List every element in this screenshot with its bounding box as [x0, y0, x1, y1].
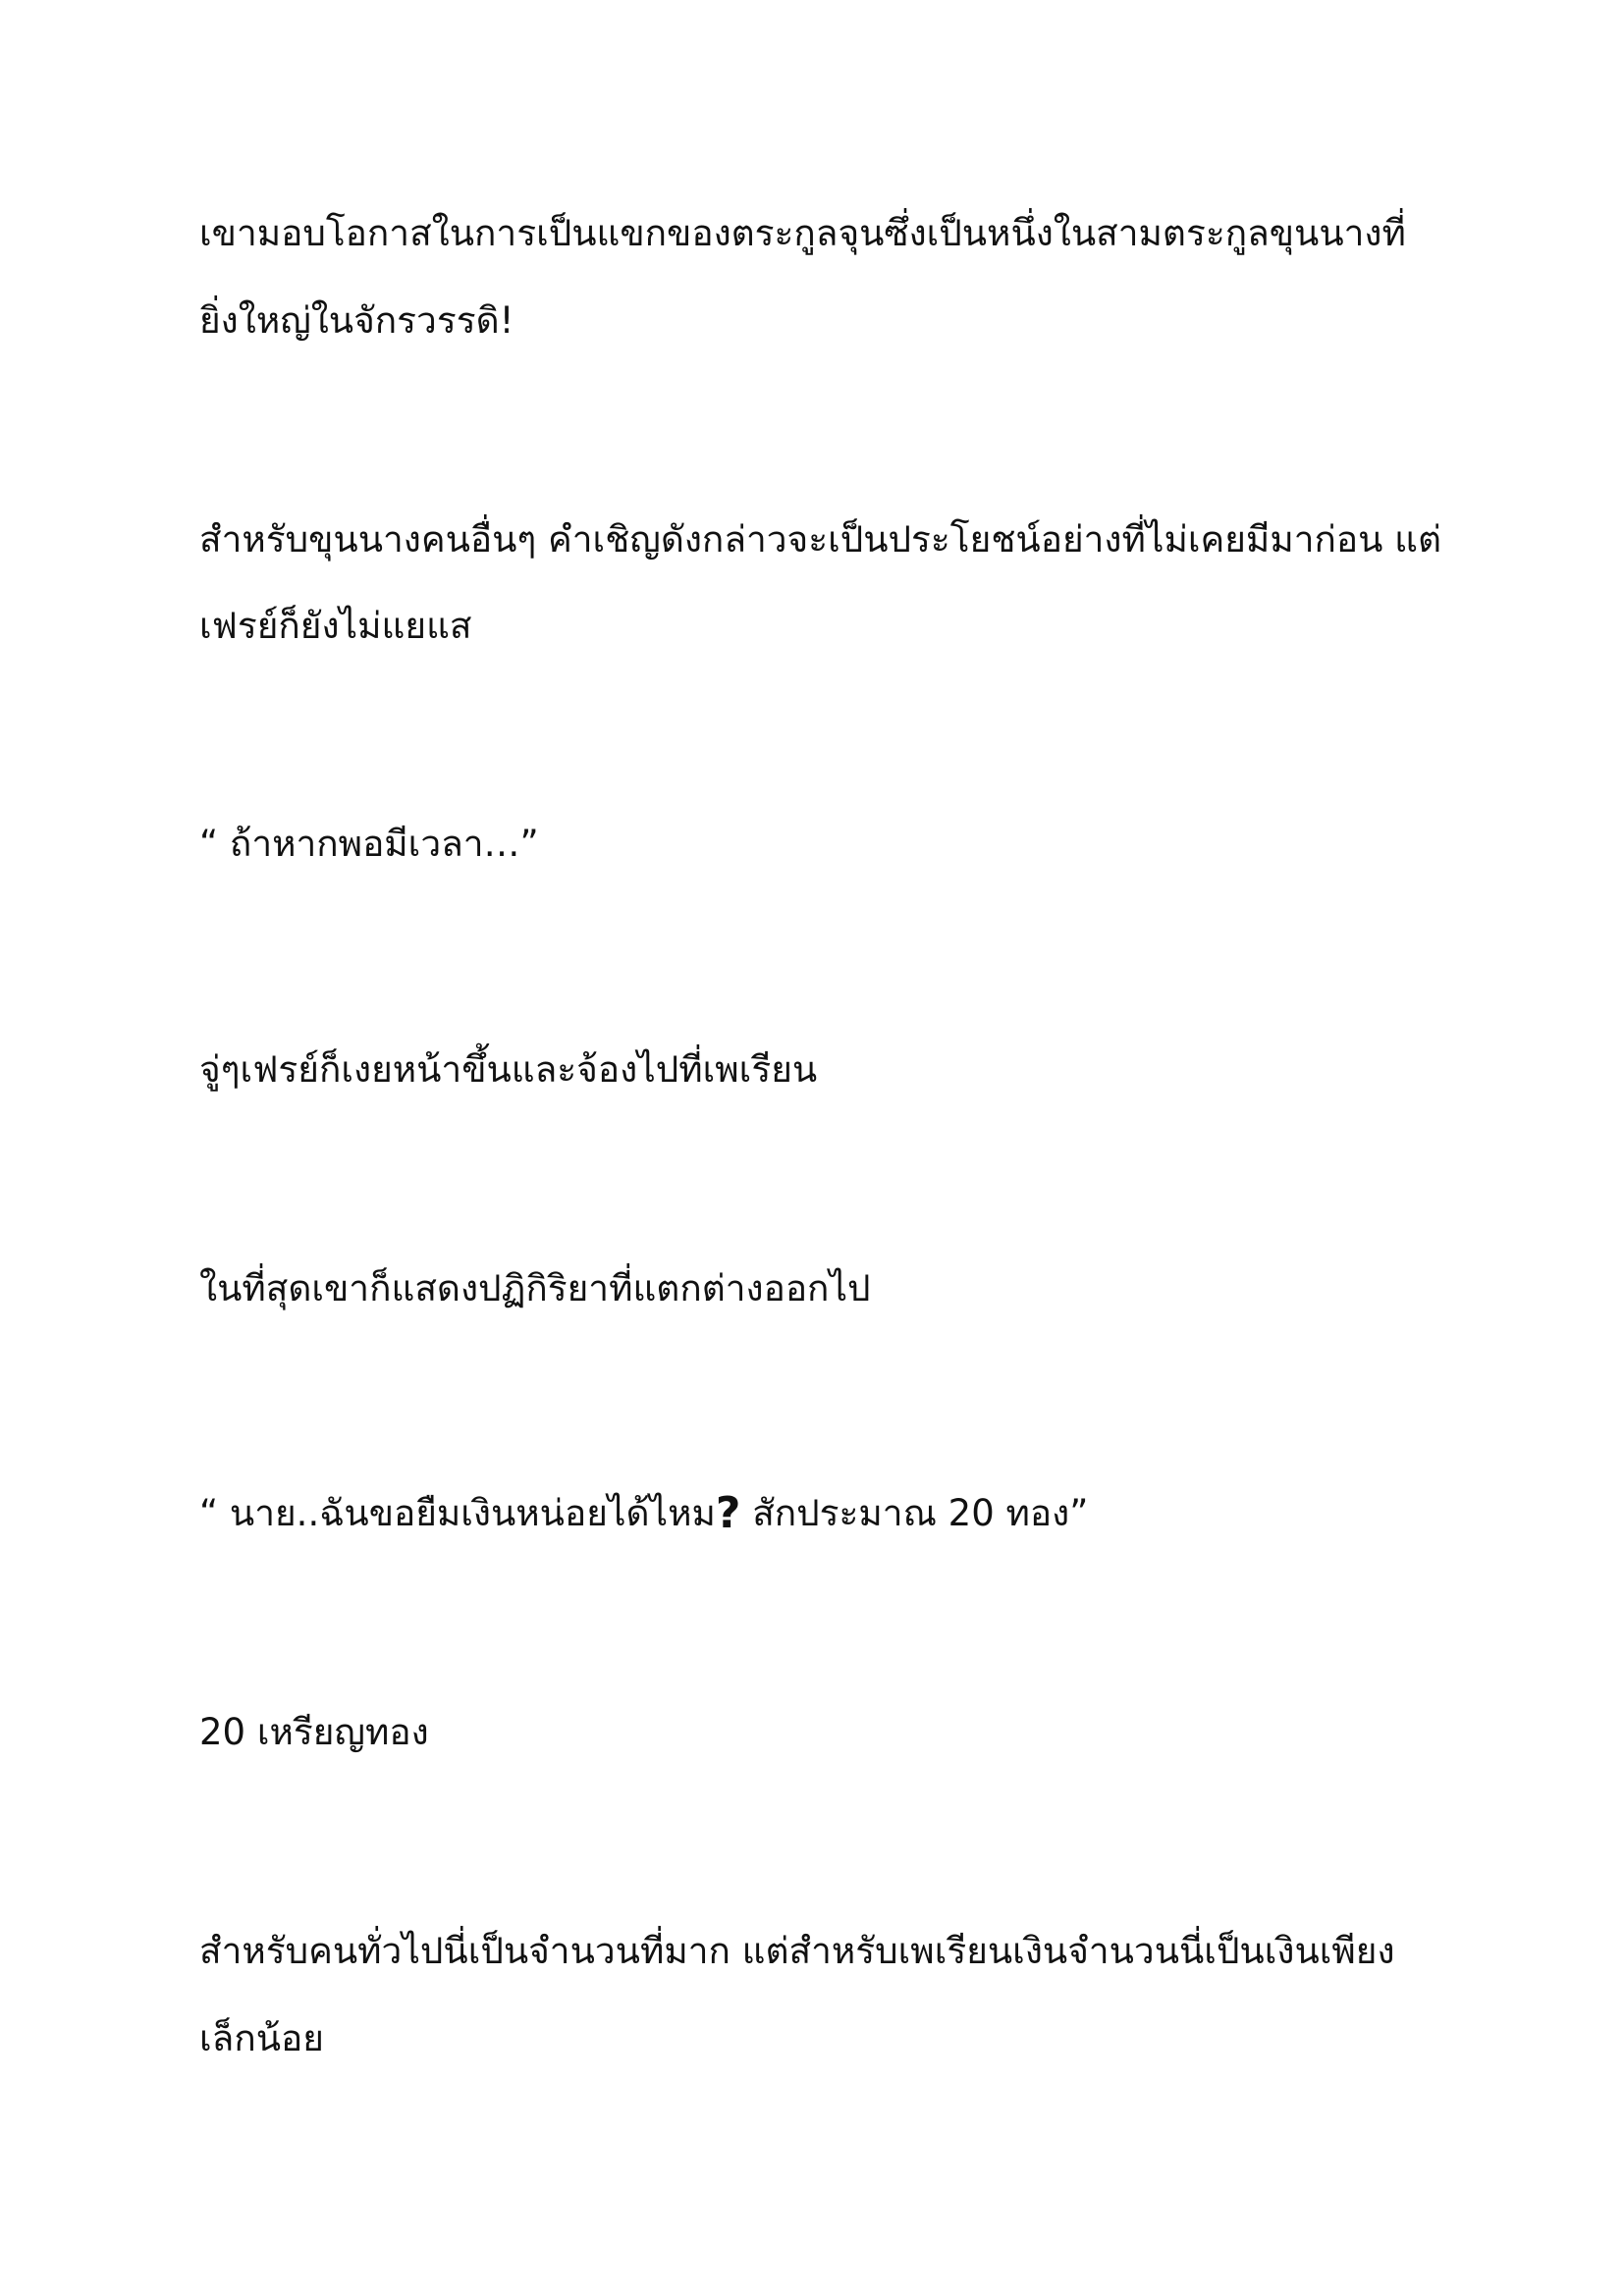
question-mark: ?	[715, 1488, 741, 1538]
paragraph-4: จู่ๆเฟรย์ก็เงยหน้าขึ้นและจ้องไปที่เพเรียน	[199, 1048, 818, 1091]
paragraph-1-line-1: เขามอบโอกาสในการเป็นแขกของตระกูลจุนซึ่งเป็นหนึ่งในสามตระกูลขุนนางที่	[199, 212, 1406, 254]
paragraph-8-line-2: เล็กน้อย	[199, 2017, 324, 2059]
paragraph-6	[199, 1482, 1088, 1543]
paragraph-7: 20 เหรียญทอง	[199, 1711, 429, 1753]
paragraph-3: “ ถ้าหากพอมีเวลา…”	[199, 823, 539, 865]
paragraph-6-before: “ นาย..ฉันขอยืมเงินหน่อยได้ไหม	[199, 1492, 716, 1534]
paragraph-8-line-1: สำหรับคนทั่วไปนี่เป็นจำนวนที่มาก แต่สำหรับเพเรียนเงินจำนวนนี่เป็นเงินเพียง	[199, 1930, 1395, 1972]
paragraph-5: ในที่สุดเขาก็แสดงปฏิกิริยาที่แตกต่างออกไป	[199, 1267, 871, 1309]
paragraph-1-line-2: ยิ่งใหญ่ในจักรวรรดิ!	[199, 299, 514, 342]
paragraph-2-line-1: สำหรับขุนนางคนอื่นๆ คำเชิญดังกล่าวจะเป็นประโยชน์อย่างที่ไม่เคยมีมาก่อน แต่	[199, 518, 1442, 561]
paragraph-6-after: สักประมาณ 20 ทอง”	[740, 1492, 1089, 1534]
paragraph-2-line-2: เฟรย์ก็ยังไม่แยแส	[199, 605, 472, 647]
